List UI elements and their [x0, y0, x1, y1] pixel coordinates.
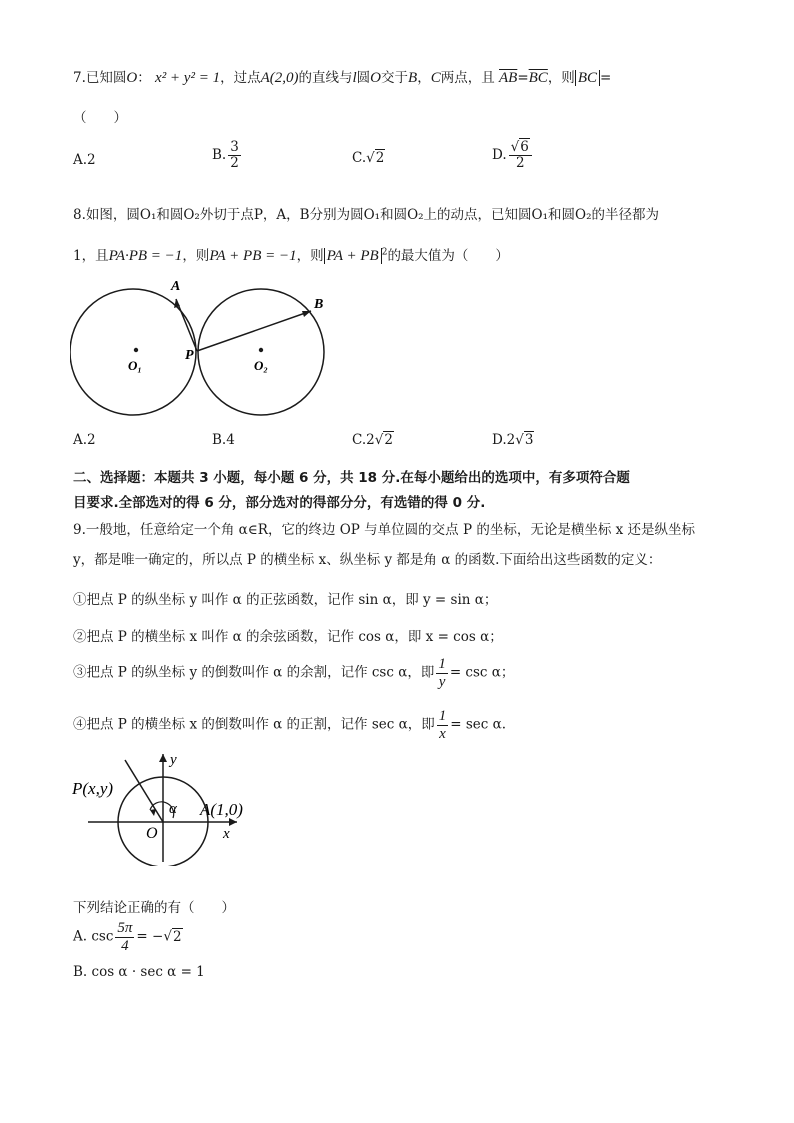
point-a: A(2,0)	[260, 70, 299, 86]
denominator: 2	[515, 154, 525, 171]
text: =	[599, 70, 612, 86]
option-value: 2	[87, 152, 96, 168]
q7-option-c[interactable]: C.√2	[352, 150, 385, 166]
circle-equation: x² + y² = 1	[155, 70, 221, 86]
q7-option-a[interactable]	[73, 152, 96, 168]
x-axis-arrow	[229, 818, 237, 826]
label-p: P	[185, 348, 194, 363]
center-o1-dot	[134, 348, 138, 352]
q7-option-b[interactable]	[212, 140, 243, 171]
q9-def4	[73, 708, 506, 742]
label-p: P(x,y)	[72, 779, 114, 798]
math-var: C	[430, 70, 441, 86]
text: = csc α；	[449, 664, 515, 681]
fraction	[228, 140, 241, 171]
q9-option-b[interactable]: B. cos α · sec α = 1	[73, 964, 205, 980]
text: =	[517, 70, 529, 86]
text: ：	[137, 70, 151, 86]
vector-ab: $\overline{AB}$	[499, 70, 518, 86]
radicand: 3	[524, 432, 534, 448]
radicand: 6	[520, 139, 529, 155]
option-label: A.	[73, 152, 88, 168]
vector-pa	[176, 299, 197, 351]
denominator: 2	[230, 154, 239, 171]
text: 两点，且	[440, 70, 495, 86]
label-a: A(1,0)	[200, 800, 243, 819]
text: ，	[417, 70, 431, 86]
q9-def3	[73, 656, 514, 690]
text: ③把点 P 的纵坐标 y 的倒数叫作 α 的余割，记作 csc α，即	[73, 664, 435, 681]
text: 的最大值为（ ）	[387, 248, 509, 264]
circle-o1	[70, 289, 196, 415]
q9-stem-line1: 9.一般地，任意给定一个角 α∈R，它的终边 OP 与单位圆的交点 P 的坐标，无论是横坐标 x 还是纵坐标	[73, 522, 696, 538]
math-var: O	[370, 70, 382, 86]
center-o2-dot	[259, 348, 263, 352]
dot-product-expr: PA·PB = −1	[108, 248, 183, 264]
text: = sec α.	[450, 716, 507, 733]
label-y: y	[170, 752, 177, 768]
numerator: 1	[438, 656, 446, 672]
arrowhead-b	[302, 311, 311, 317]
coefficient: 2	[506, 432, 516, 448]
text: ，过点	[220, 70, 261, 86]
denominator: 4	[121, 937, 129, 954]
numerator: 5π	[117, 920, 133, 936]
sum-expr: PA + PB = −1	[209, 248, 297, 264]
q9-prompt: 下列结论正确的有（ ）	[73, 900, 235, 916]
q7-option-d[interactable]	[492, 140, 534, 171]
abs-bc: BC	[575, 70, 600, 86]
option-label: A.	[73, 432, 88, 448]
q9-option-a[interactable]: A. csc $\frac{5\pi}{4}$ = −√2	[73, 920, 182, 954]
text: 1，且	[73, 248, 109, 264]
denominator: x	[439, 725, 446, 742]
q8-option-a[interactable]	[73, 432, 96, 448]
fraction	[437, 708, 449, 742]
exponent: 2	[381, 247, 388, 258]
option-label: B.	[212, 146, 227, 163]
label-a: A	[171, 279, 181, 294]
option-value: 2	[87, 432, 96, 448]
fraction	[436, 656, 448, 690]
section2-heading-line1: 二、选择题：本题共 3 小题，每小题 6 分，共 18 分.在每小题给出的选项中，有多项符合题	[73, 470, 630, 486]
q8-option-c[interactable]: C.2√2	[352, 432, 393, 448]
text: ，则	[547, 70, 575, 86]
label-alpha: α	[169, 801, 177, 817]
abs-expr: PA + PB	[324, 248, 382, 264]
line-l: l	[352, 70, 357, 86]
numerator: 1	[438, 708, 447, 724]
radicand: 2	[172, 928, 182, 945]
q9-def2: ②把点 P 的横坐标 x 叫作 α 的余弦函数，记作 cos α，即 x = cos α；	[73, 629, 503, 645]
option-label: C.	[352, 150, 367, 166]
text: 的直线与	[298, 70, 353, 86]
vector-bc: $\overline{BC}$	[528, 70, 548, 86]
text: ，则	[296, 248, 324, 264]
q7-paren: （ ）	[73, 110, 127, 126]
option-label: D.	[492, 146, 507, 163]
fraction	[115, 920, 134, 954]
q9-stem-line2: y，都是唯一确定的，所以点 P 的横坐标 x、纵坐标 y 都是角 α 的函数.下面给出这些函数的定义：	[73, 552, 662, 568]
radicand: 2	[384, 432, 393, 448]
coefficient: 2	[366, 432, 375, 448]
numerator: 3	[230, 139, 239, 155]
text: = −	[136, 928, 164, 945]
vector-pb	[197, 311, 311, 351]
q9-def1: ①把点 P 的纵坐标 y 叫作 α 的正弦函数，记作 sin α，即 y = sin α；	[73, 592, 498, 608]
text: 7.已知圆	[73, 70, 127, 86]
q8-stem-line1: 8.如图，圆O₁和圆O₂外切于点P，A，B分别为圆O₁和圆O₂上的动点，已知圆O₁和圆O₂的半径都为	[73, 207, 660, 223]
text: ④把点 P 的横坐标 x 的倒数叫作 α 的正割，记作 sec α，即	[73, 716, 435, 733]
section2-heading-line2: 目要求.全部选对的得 6 分，部分选对的得部分分，有选错的得 0 分.	[73, 495, 486, 511]
q8-figure-two-circles	[70, 272, 340, 420]
fraction	[509, 140, 532, 171]
y-axis-arrow	[159, 754, 167, 762]
q8-option-d[interactable]: D.2√3	[492, 432, 534, 448]
q7-stem-line1	[73, 66, 611, 87]
denominator: y	[438, 673, 446, 690]
option-label: C.	[352, 432, 367, 448]
option-label: A. csc	[73, 928, 114, 945]
numerator: √6	[509, 140, 532, 156]
text: 圆	[356, 70, 371, 86]
label-o2: O₂	[254, 358, 268, 373]
label-x: x	[223, 826, 230, 842]
option-label: B.	[212, 432, 227, 448]
label-b: B	[314, 297, 324, 312]
angle-arc-arrow	[150, 809, 156, 816]
text: ，则	[182, 248, 210, 264]
math-var: B	[408, 70, 418, 86]
radicand: 2	[375, 150, 385, 166]
option-value: 4	[226, 432, 235, 448]
q9-figure-unit-circle	[72, 748, 267, 866]
math-var: O	[126, 70, 138, 86]
q8-stem-line2	[73, 244, 509, 265]
q8-option-b[interactable]	[212, 432, 235, 448]
option-label: D.	[492, 432, 507, 448]
text: 交于	[381, 70, 409, 86]
label-o: O	[146, 825, 158, 842]
label-o1: O₁	[128, 358, 142, 373]
